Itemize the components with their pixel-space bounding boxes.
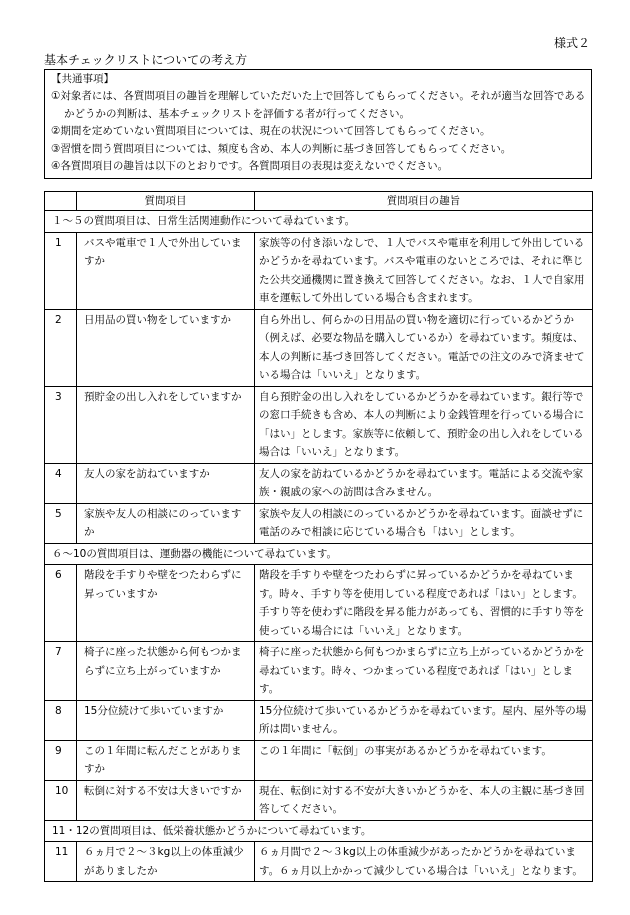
question-intent: 階段を手すりや壁をつたわらずに昇っているかどうかを尋ねています。時々、手すり等を使用している程度であれば「はい」とします。手すり等を使わずに階段を昇る能力があっても、習慣的に手すり等を使っている場合には「いいえ」となります。 — [255, 565, 593, 642]
question-number: 5 — [45, 503, 77, 543]
question-number: 6 — [45, 565, 77, 642]
question-text: 椅子に座った状態から何もつかまらずに立ち上がっていますか — [77, 642, 255, 701]
question-number: 7 — [45, 642, 77, 701]
section-text: １～５の質問項目は、日常生活関連動作について尋ねています。 — [45, 211, 593, 233]
question-text: 友人の家を訪ねていますか — [77, 463, 255, 503]
question-intent: 家族等の付き添いなしで、１人でバスや電車を利用して外出しているかどうかを尋ねています。バスや電車のないところでは、それに準じた公共交通機関に置き換えて回答してください。なお、１人で自家用車を運転して外出している場合も含まれます。 — [255, 232, 593, 309]
common-note-1: ①対象者には、各質問項目の趣旨を理解していただいた上で回答してもらってください。それが適当な回答であるかどうかの判断は、基本チェックリストを評価する者が行ってください。 — [51, 90, 586, 120]
table-row — [45, 463, 593, 503]
common-note-2: ②期間を定めていない質問項目については、現在の状況について回答してもらってください。 — [51, 125, 491, 137]
question-intent: 椅子に座った状態から何もつかまらずに立ち上がっているかどうかを尋ねています。時々、つかまっている程度であれば「はい」とします。 — [255, 642, 593, 701]
question-intent: 友人の家を訪ねているかどうかを尋ねています。電話による交流や家族・親戚の家への訪問は含みません。 — [255, 463, 593, 503]
table-row — [45, 386, 593, 463]
question-number: 1 — [45, 232, 77, 309]
question-number: 3 — [45, 386, 77, 463]
question-intent: 自ら預貯金の出し入れをしているかどうかを尋ねています。銀行等での窓口手続きも含め、本人の判断により金銭管理を行っている場合に「はい」とします。家族等に依頼して、預貯金の出し入れをしている場合は「いいえ」となります。 — [255, 386, 593, 463]
header-no — [45, 192, 77, 211]
question-number: 2 — [45, 309, 77, 386]
question-number: 11 — [45, 842, 77, 882]
section-row — [45, 543, 593, 565]
form-number: 様式２ — [553, 36, 590, 50]
question-intent: 15分位続けて歩いているかどうかを尋ねています。屋内、屋外等の場所は問いません。 — [255, 700, 593, 740]
table-row — [45, 503, 593, 543]
question-text: ６ヵ月で２～３kg以上の体重減少がありましたか — [77, 842, 255, 882]
document-title: 基本チェックリストについての考え方 — [44, 53, 248, 67]
common-note-3: ③習慣を問う質問項目については、頻度も含め、本人の判断に基づき回答してもらってください。 — [51, 142, 512, 155]
table-row — [45, 740, 593, 780]
question-intent: 自ら外出し、何らかの日用品の買い物を適切に行っているかどうか（例えば、必要な物品を購入しているか）を尋ねています。頻度は、本人の判断に基づき回答してください。電話での注文のみで済ませている場合は「いいえ」となります。 — [255, 309, 593, 386]
question-text: バスや電車で１人で外出していますか — [77, 232, 255, 309]
question-text: 日用品の買い物をしていますか — [77, 309, 255, 386]
table-row — [45, 642, 593, 701]
question-text: この１年間に転んだことがありますか — [77, 740, 255, 780]
header-question: 質問項目 — [77, 192, 255, 211]
question-intent: この１年間に「転倒」の事実があるかどうかを尋ねています。 — [255, 740, 593, 780]
table-row — [45, 232, 593, 309]
common-notes-box — [44, 69, 592, 179]
question-text: 転倒に対する不安は大きいですか — [77, 780, 255, 820]
question-text: 預貯金の出し入れをしていますか — [77, 386, 255, 463]
table-row — [45, 565, 593, 642]
section-text: 11・12の質問項目は、低栄養状態かどうかについて尋ねています。 — [45, 820, 593, 842]
section-row — [45, 820, 593, 842]
question-text: 家族や友人の相談にのっていますか — [77, 503, 255, 543]
table-header-row — [45, 192, 593, 211]
header-intent: 質問項目の趣旨 — [255, 192, 593, 211]
common-notes-heading: 【共通事項】 — [51, 73, 114, 85]
question-number: 4 — [45, 463, 77, 503]
table-row — [45, 700, 593, 740]
section-text: ６～10の質問項目は、運動器の機能について尋ねています。 — [45, 543, 593, 565]
checklist-table — [44, 191, 593, 882]
question-number: 10 — [45, 780, 77, 820]
question-intent: 家族や友人の相談にのっているかどうかを尋ねています。面談せずに電話のみで相談に応じている場合も「はい」とします。 — [255, 503, 593, 543]
question-number: 8 — [45, 700, 77, 740]
question-text: 15分位続けて歩いていますか — [77, 700, 255, 740]
question-intent: 現在、転倒に対する不安が大きいかどうかを、本人の主観に基づき回答してください。 — [255, 780, 593, 820]
question-text: 階段を手すりや壁をつたわらずに昇っていますか — [77, 565, 255, 642]
table-row — [45, 842, 593, 882]
common-note-4: ④各質問項目の趣旨は以下のとおりです。各質問項目の表現は変えないでください。 — [51, 160, 449, 172]
table-row — [45, 309, 593, 386]
question-number: 9 — [45, 740, 77, 780]
section-row — [45, 211, 593, 233]
question-intent: ６ヵ月間で２～３kg以上の体重減少があったかどうかを尋ねています。６ヵ月以上かかって減少している場合は「いいえ」となります。 — [255, 842, 593, 882]
table-row — [45, 780, 593, 820]
